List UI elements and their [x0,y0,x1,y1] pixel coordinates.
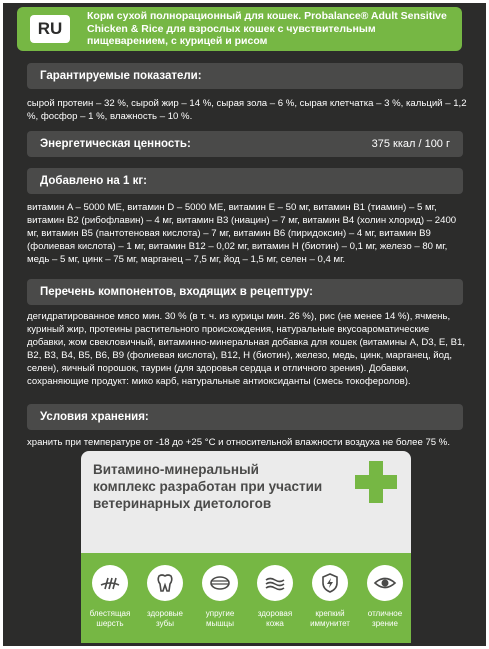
benefit-label: здоровая кожа [257,609,293,628]
benefit-label: блестящая шерсть [89,609,131,628]
benefit-immunity [303,565,357,628]
benefit-label: упругие мышцы [205,609,235,628]
skin-icon [257,565,293,601]
benefits-band [81,553,411,643]
energy-title: Энергетическая ценность: [40,138,191,150]
energy-value: 375 ккал / 100 г [371,138,450,150]
energy-section-bar [27,131,463,157]
storage-section-bar [27,404,463,430]
vitamin-complex-card [81,451,411,643]
components-section-bar [27,279,463,305]
benefit-hair [83,565,137,628]
plus-icon [355,461,397,503]
added-title: Добавлено на 1 кг: [40,175,147,187]
benefit-skin [248,565,302,628]
card-title: Витамино-минеральный комплекс разработан при участии ветеринарных диетологов [93,462,323,511]
storage-title: Условия хранения: [40,411,149,423]
components-text: дегидратированное мясо мин. 30 % (в т. ч. из курицы мин. 26 %), рис (не менее 14 %), ячмень, куриный жир, протеины растительного происхождения, натуральные вкусоароматические добавки, жом свекловичный, витаминно-минеральная добавка для кошек (витамины A, D3, E, B1, B2, B3, B4, B5, B6, B9 (фолиевая кислота), B12, H (биотин), железо, медь, цинк, марганец, йод, селен), яичный порошок, таурин (для здоровья сердца и отличного зрения). Добавки, сохраняющие продукт: мико карб, натуральные антиоксиданты (смесь токоферолов). [27,311,466,387]
storage-text: хранить при температуре от -18 до +25 °C и относительной влажности воздуха не более 75 %. [27,437,450,448]
benefit-muscle [193,565,247,628]
product-title: Корм сухой полнорационный для кошек. Probalance® Adult Sensitive Chicken & Rice для взрослых кошек с чувствительным пищеварением, с курицей и рисом [87,10,447,47]
guaranteed-text: сырой протеин – 32 %, сырой жир – 14 %, сырая зола – 6 %, сырая клетчатка – 3 %, кальций – 1,2 %, фосфор – 1 %, влажность – 10 %. [27,98,467,122]
guaranteed-section-bar [27,63,463,89]
language-badge: RU [30,15,70,43]
benefit-label: здоровые зубы [147,609,183,628]
tooth-icon [147,565,183,601]
shield-icon [312,565,348,601]
benefit-vision [358,565,412,628]
muscle-icon [202,565,238,601]
added-section-bar [27,168,463,194]
hair-icon [92,565,128,601]
components-title: Перечень компонентов, входящих в рецептуру: [40,286,313,298]
benefit-label: крепкий иммунитет [310,609,350,628]
benefit-teeth [138,565,192,628]
added-text: витамин A – 5000 МЕ, витамин D – 5000 МЕ, витамин E – 50 мг, витамин B1 (тиамин) – 5 мг, витамин B2 (рибофлавин) – 4 мг, витамин B3 (ниацин) – 7 мг, витамин B4 (холин хлорид) – 2400 мг, витамин B5 (пантотеновая кислота) – 7 мг, витамин B6 (пиридоксин) – 4 мг, витамин B9 (фолиевая кислота) – 1 мг, витамин B12 – 0,02 мг, витамин H (биотин) – 0,1 мг, железо – 80 мг, медь – 5 мг, цинк – 75 мг, марганец – 7,5 мг, йод – 1,5 мг, селен – 0,4 мг. [27,202,457,265]
eye-icon [367,565,403,601]
guaranteed-title: Гарантируемые показатели: [40,70,202,82]
header-band [17,7,462,51]
benefit-label: отличное зрение [367,609,403,628]
label-panel [3,3,486,646]
